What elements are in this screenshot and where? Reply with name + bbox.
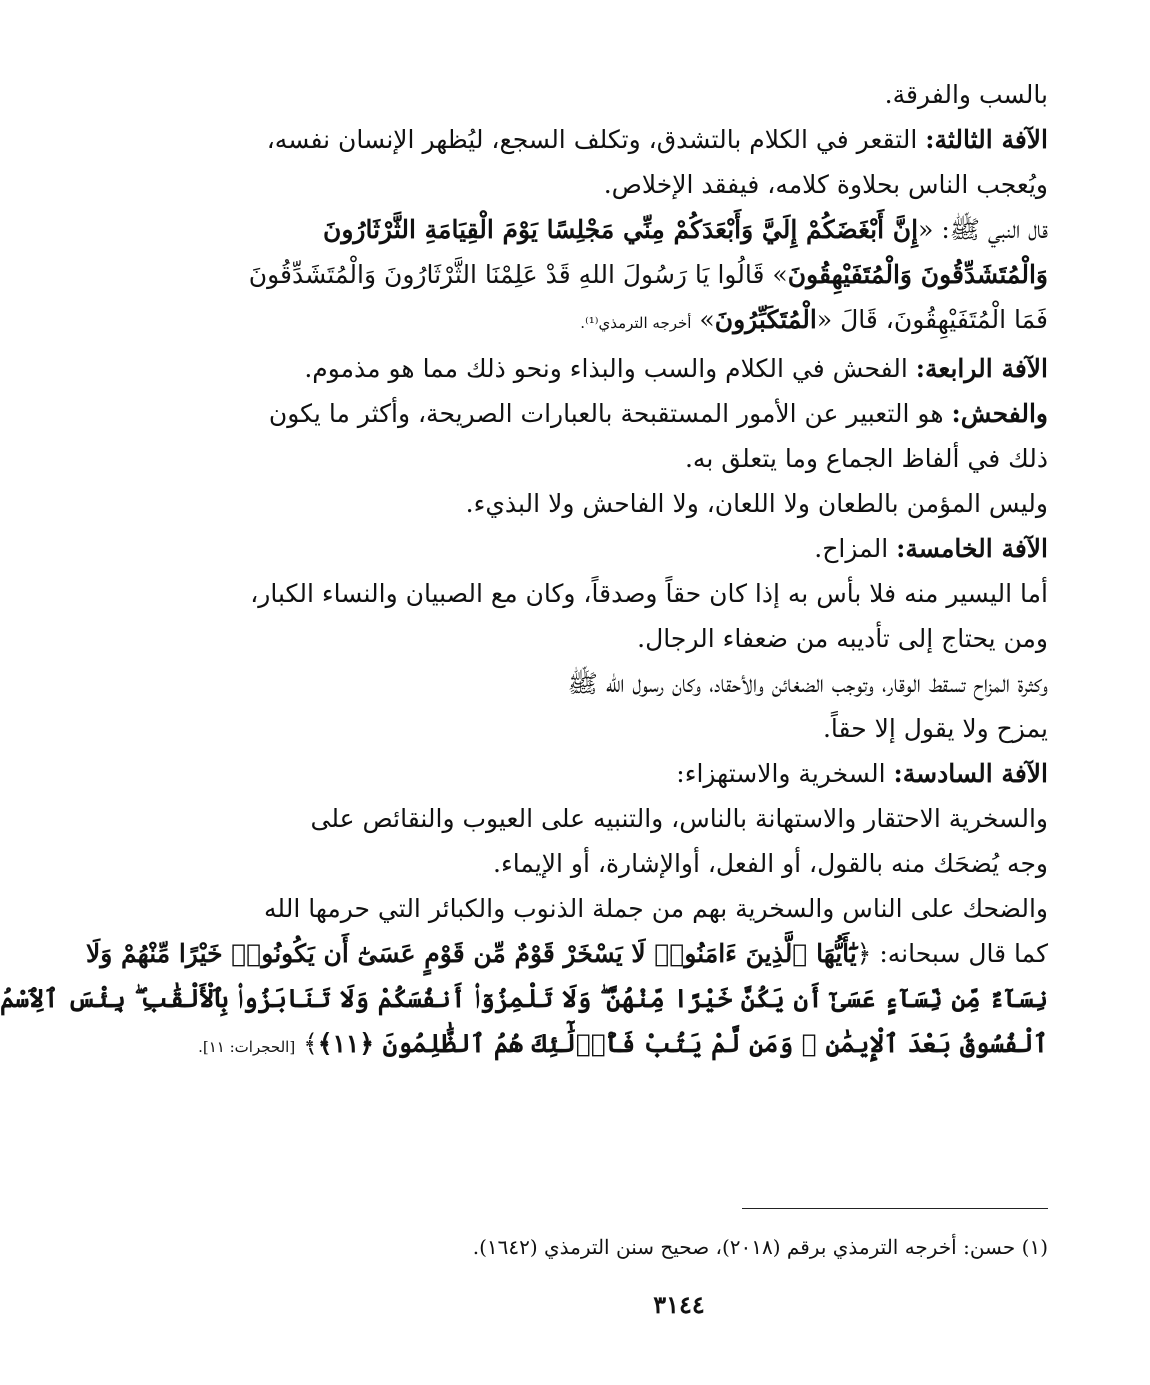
text-line (264, 886, 1048, 931)
text-line (274, 436, 1048, 481)
bold-text: الْمُتَكَبِّرُونَ (714, 305, 817, 334)
text-run: بالسب والفرقة. (884, 80, 1048, 109)
text-line (198, 1021, 1048, 1070)
bold-text: إِنَّ أَبْغَضَكُمْ إِلَيَّ وَأَبْعَدَكُمْ مِنِّي مَجْلِسًا يَوْمَ الْقِيَامَةِ الثَّرْثَارُونَ (322, 215, 919, 244)
footnote-divider (742, 1208, 1048, 1209)
text-line (274, 346, 1048, 391)
text-line (250, 571, 1048, 616)
text-run: وليس المؤمن بالطعان ولا اللعان، ولا الفاحش ولا البذيء. (465, 489, 1048, 518)
text-run: [الحجرات: ١١]. (198, 1038, 296, 1056)
text-run: فَمَا الْمُتَفَيْهِقُونَ، قَالَ « (816, 305, 1048, 334)
bold-text: نِسَآءٌ مِّن نِّسَآءٍ عَسَىٰٓ أَن يَكُنَّ خَيْرًا مِّنْهُنَّ ۖ وَلَا تَلْمِزُوٓا۟ أَنفُسَكُمْ وَلَا تَنَابَزُوا۟ بِٱلْأَلْقَٰبِ ۖ بِئْسَ ٱلِٱسْمُ (0, 984, 1048, 1013)
text-line (274, 661, 1048, 706)
bold-text: والفحش: (951, 399, 1048, 428)
text-line (274, 207, 1048, 252)
text-run: أخرجه الترمذي⁽¹⁾. (580, 314, 692, 332)
text-run: ومن يحتاج إلى تأديبه من ضعفاء الرجال. (637, 624, 1048, 653)
bold-text: الآفة الخامسة: (896, 534, 1048, 563)
text-run: أما اليسير منه فلا بأس به إذا كان حقاً وصدقاً، وكان مع الصبيان والنساء الكبار، (250, 579, 1048, 608)
text-run: قال النبي ﷺ: « (918, 215, 1048, 244)
text-line (274, 297, 1048, 346)
text-run: يمزح ولا يقول إلا حقاً. (822, 714, 1048, 743)
bold-text: الآفة السادسة: (893, 759, 1048, 788)
text-run: وجه يُضحَك منه بالقول، أو الفعل، أوالإشارة، أو الإيماء. (493, 849, 1048, 878)
bold-text: الآفة الثالثة: (925, 125, 1048, 154)
text-run: والسخرية الاحتقار والاستهانة بالناس، والتنبيه على العيوب والنقائص على (310, 804, 1048, 833)
text-run: هو التعبير عن الأمور المستقبحة بالعبارات الصريحة، وأكثر ما يكون (268, 399, 952, 428)
main-text (0, 72, 1048, 1070)
text-line (274, 841, 1048, 886)
text-line (274, 162, 1048, 207)
text-line (86, 931, 1048, 976)
text-run: » (691, 305, 715, 334)
text-line (266, 117, 1048, 162)
text-run: المزاح. (814, 534, 897, 563)
text-line (274, 526, 1048, 571)
text-line (274, 796, 1048, 841)
text-run: ذلك في ألفاظ الجماع وما يتعلق به. (684, 444, 1048, 473)
text-line (274, 481, 1048, 526)
footnote: (١) حسن: أخرجه الترمذي برقم (٢٠١٨)، صحيح سنن الترمذي (١٦٤٢). (472, 1235, 1048, 1259)
text-line (268, 391, 1048, 436)
text-run: الفحش في الكلام والسب والبذاء ونحو ذلك مما هو مذموم. (304, 354, 916, 383)
text-line (274, 751, 1048, 796)
bold-text: وَالْمُتَشَدِّقُونَ وَالْمُتَفَيْهِقُونَ (787, 260, 1048, 289)
bold-text: ٱلْفُسُوقُ بَعْدَ ٱلْإِيمَٰنِ ۚ وَمَن لَّمْ يَتُبْ فَأُو۟لَٰٓئِكَ هُمُ ٱلظَّٰلِمُونَ ﴿١١﴾ (317, 1029, 1048, 1058)
text-line (274, 616, 1048, 661)
text-run: ويُعجب الناس بحلاوة كلامه، فيفقد الإخلاص. (603, 170, 1048, 199)
text-run: ﴾ (295, 1029, 318, 1058)
bold-text: يَٰٓأَيُّهَا ٱلَّذِينَ ءَامَنُوا۟ لَا يَسْخَرْ قَوْمٌ مِّن قَوْمٍ عَسَىٰٓ أَن يَكُونُوا۟ خَيْرًا مِّنْهُمْ وَلَا (86, 939, 857, 968)
text-line (274, 72, 1048, 117)
text-run: » قَالُوا يَا رَسُولَ اللهِ قَدْ عَلِمْنَا الثَّرْثَارُونَ وَالْمُتَشَدِّقُونَ (248, 260, 788, 289)
text-run: وكثرة المزاح تسقط الوقار، وتوجب الضغائن والأحقاد، وكان رسول الله ﷺ (567, 669, 1048, 698)
text-line (0, 976, 1048, 1021)
text-run: والضحك على الناس والسخرية بهم من جملة الذنوب والكبائر التي حرمها الله (264, 894, 1048, 923)
page-number: ٣١٤٤ (653, 1290, 705, 1319)
text-run: كما قال سبحانه: ﴿ (856, 939, 1048, 968)
text-run: التقعر في الكلام بالتشدق، وتكلف السجع، ليُظهر الإنسان نفسه، (266, 125, 926, 154)
bold-text: الآفة الرابعة: (915, 354, 1048, 383)
text-run: السخرية والاستهزاء: (676, 759, 894, 788)
text-line (274, 706, 1048, 751)
text-line (248, 252, 1048, 297)
